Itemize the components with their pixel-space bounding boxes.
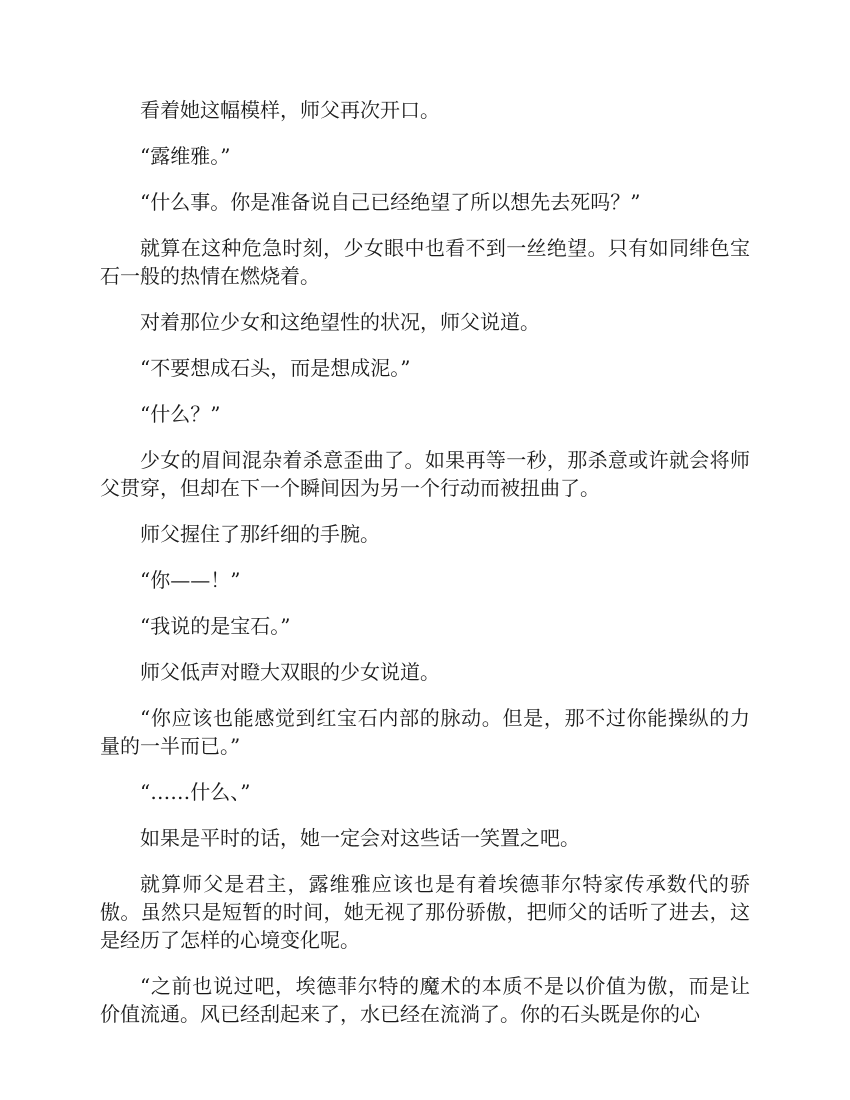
paragraph: 如果是平时的话，她一定会对这些话一笑置之吧。: [140, 826, 580, 850]
paragraph: 就算师父是君主，露维雅应该也是有着埃德菲尔特家传承数代的骄傲。虽然只是短暂的时间，她无视了那份骄傲，把师父的话听了进去，这是经历了怎样的心境变化呢。: [100, 872, 750, 952]
paragraph: 看着她这幅模样，师父再次开口。: [140, 98, 440, 122]
paragraph: “你应该也能感觉到红宝石内部的脉动。但是，那不过你能操纵的力量的一半而已。”: [100, 706, 750, 758]
document-page: [100, 96, 750, 1046]
paragraph: 师父握住了那纤细的手腕。: [140, 522, 380, 546]
paragraph: 师父低声对瞪大双眼的少女说道。: [140, 660, 440, 684]
paragraph: “你——！”: [140, 568, 241, 592]
paragraph: 就算在这种危急时刻，少女眼中也看不到一丝绝望。只有如同绯色宝石一般的热情在燃烧着。: [100, 236, 750, 288]
paragraph: “之前也说过吧，埃德菲尔特的魔术的本质不是以价值为傲，而是让价值流通。风已经刮起来了，水已经在流淌了。你的石头既是你的心: [100, 974, 750, 1026]
paragraph: “露维雅。”: [140, 144, 231, 168]
paragraph: 少女的眉间混杂着杀意歪曲了。如果再等一秒，那杀意或许就会将师父贯穿，但却在下一个瞬间因为另一个行动而被扭曲了。: [100, 448, 750, 500]
paragraph: “不要想成石头，而是想成泥。”: [140, 356, 411, 380]
paragraph: “什么事。你是准备说自己已经绝望了所以想先去死吗？”: [140, 190, 641, 214]
paragraph: “……什么、”: [140, 780, 251, 804]
paragraph: “什么？”: [140, 402, 221, 426]
paragraph: “我说的是宝石。”: [140, 614, 291, 638]
paragraph: 对着那位少女和这绝望性的状况，师父说道。: [140, 310, 540, 334]
